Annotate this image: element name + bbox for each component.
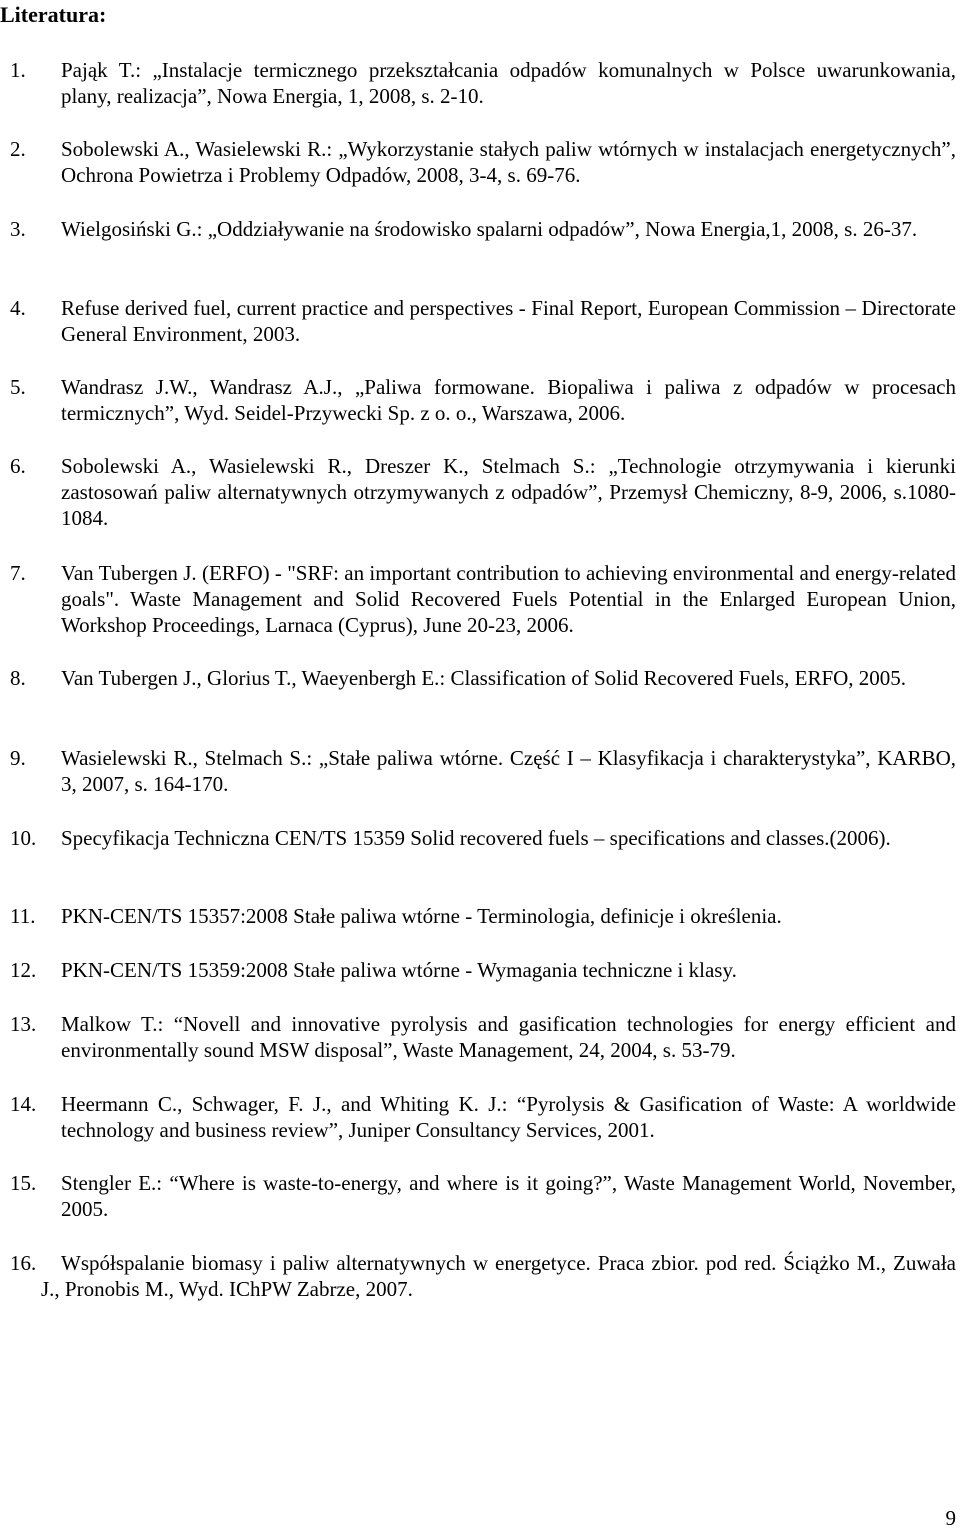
- reference-number: 8.: [10, 666, 26, 690]
- reference-text: Wandrasz J.W., Wandrasz A.J., „Paliwa formowane. Biopaliwa i paliwa z odpadów w procesach termicznych”, Wyd. Seidel-Przywecki Sp. z o. o., Warszawa, 2006.: [61, 375, 956, 425]
- reference-item: [10, 745, 956, 797]
- reference-item: [10, 1011, 956, 1063]
- reference-text: Refuse derived fuel, current practice and perspectives - Final Report, European Commission – Directorate General Environment, 2003.: [61, 296, 956, 346]
- heading: Literatura:: [0, 2, 107, 27]
- reference-text: Stengler E.: “Where is waste-to-energy, and where is it going?”, Waste Management World, November, 2005.: [61, 1171, 956, 1221]
- reference-item: [10, 216, 956, 242]
- reference-item: [10, 1250, 956, 1302]
- reference-number: 7.: [10, 561, 26, 585]
- reference-number: 9.: [10, 746, 26, 770]
- reference-text: Sobolewski A., Wasielewski R.: „Wykorzystanie stałych paliw wtórnych w instalacjach energetycznych”, Ochrona Powietrza i Problemy Odpadów, 2008, 3-4, s. 69-76.: [61, 137, 956, 187]
- reference-number: 2.: [10, 137, 26, 161]
- reference-item: [10, 136, 956, 188]
- reference-text: Wasielewski R., Stelmach S.: „Stałe paliwa wtórne. Część I – Klasyfikacja i charakterystyka”, KARBO, 3, 2007, s. 164-170.: [61, 746, 956, 796]
- reference-item: [10, 295, 956, 347]
- reference-text: PKN-CEN/TS 15359:2008 Stałe paliwa wtórne - Wymagania techniczne i klasy.: [61, 958, 737, 982]
- reference-number: 4.: [10, 296, 26, 320]
- reference-number: 10.: [10, 826, 37, 850]
- reference-text: Specyfikacja Techniczna CEN/TS 15359 Solid recovered fuels – specifications and classes.(2006).: [61, 826, 891, 850]
- reference-number: 15.: [10, 1171, 37, 1195]
- reference-text: Heermann C., Schwager, F. J., and Whiting K. J.: “Pyrolysis & Gasification of Waste: A worldwide technology and business review”, Juniper Consultancy Services, 2001.: [61, 1092, 956, 1142]
- reference-text: Malkow T.: “Novell and innovative pyrolysis and gasification technologies for energy efficient and environmentally sound MSW disposal”, Waste Management, 24, 2004, s. 53-79.: [61, 1012, 956, 1062]
- reference-text: Van Tubergen J. (ERFO) - "SRF: an important contribution to achieving environmental and energy-related goals". Waste Management and Solid Recovered Fuels Potential in the Enlarged European Union, Workshop Proceedings, Larnaca (Cyprus), June 20-23, 2006.: [61, 561, 956, 637]
- reference-item: [10, 665, 956, 691]
- reference-number: 6.: [10, 454, 26, 478]
- reference-number: 12.: [10, 958, 37, 982]
- page-number: 9: [945, 1506, 956, 1530]
- reference-item: [10, 374, 956, 426]
- reference-item: [10, 57, 956, 109]
- reference-text: Van Tubergen J., Glorius T., Waeyenbergh E.: Classification of Solid Recovered Fuels, ERFO, 2005.: [61, 666, 907, 690]
- reference-number: 5.: [10, 375, 26, 399]
- reference-text: Sobolewski A., Wasielewski R., Dreszer K., Stelmach S.: „Technologie otrzymywania i kierunki zastosowań paliw alternatywnych otrzymywanych z odpadów”, Przemysł Chemiczny, 8-9, 2006, s.1080-1084.: [61, 454, 956, 530]
- reference-item: [10, 1170, 956, 1222]
- reference-text: Wielgosiński G.: „Oddziaływanie na środowisko spalarni odpadów”, Nowa Energia,1, 2008, s. 26-37.: [61, 217, 918, 241]
- reference-item: [10, 825, 956, 851]
- reference-number: 13.: [10, 1012, 37, 1036]
- reference-number: 11.: [10, 904, 36, 928]
- reference-text: Pająk T.: „Instalacje termicznego przekształcania odpadów komunalnych w Polsce uwarunkowania, plany, realizacja”, Nowa Energia, 1, 2008, s. 2-10.: [61, 58, 956, 108]
- reference-number: 3.: [10, 217, 26, 241]
- reference-item: [10, 1091, 956, 1143]
- reference-number: 1.: [10, 58, 26, 82]
- reference-text: PKN-CEN/TS 15357:2008 Stałe paliwa wtórne - Terminologia, definicje i określenia.: [61, 904, 782, 928]
- reference-item: [10, 453, 956, 531]
- reference-item: [10, 560, 956, 638]
- reference-number: 14.: [10, 1092, 37, 1116]
- reference-text: Współspalanie biomasy i paliw alternatywnych w energetyce. Praca zbior. pod red. Ściążko M., Zuwała J., Pronobis M., Wyd. IChPW Zabrze, 2007.: [41, 1251, 956, 1301]
- reference-number: 16.: [10, 1251, 37, 1275]
- reference-item: [10, 903, 956, 929]
- reference-item: [10, 957, 956, 983]
